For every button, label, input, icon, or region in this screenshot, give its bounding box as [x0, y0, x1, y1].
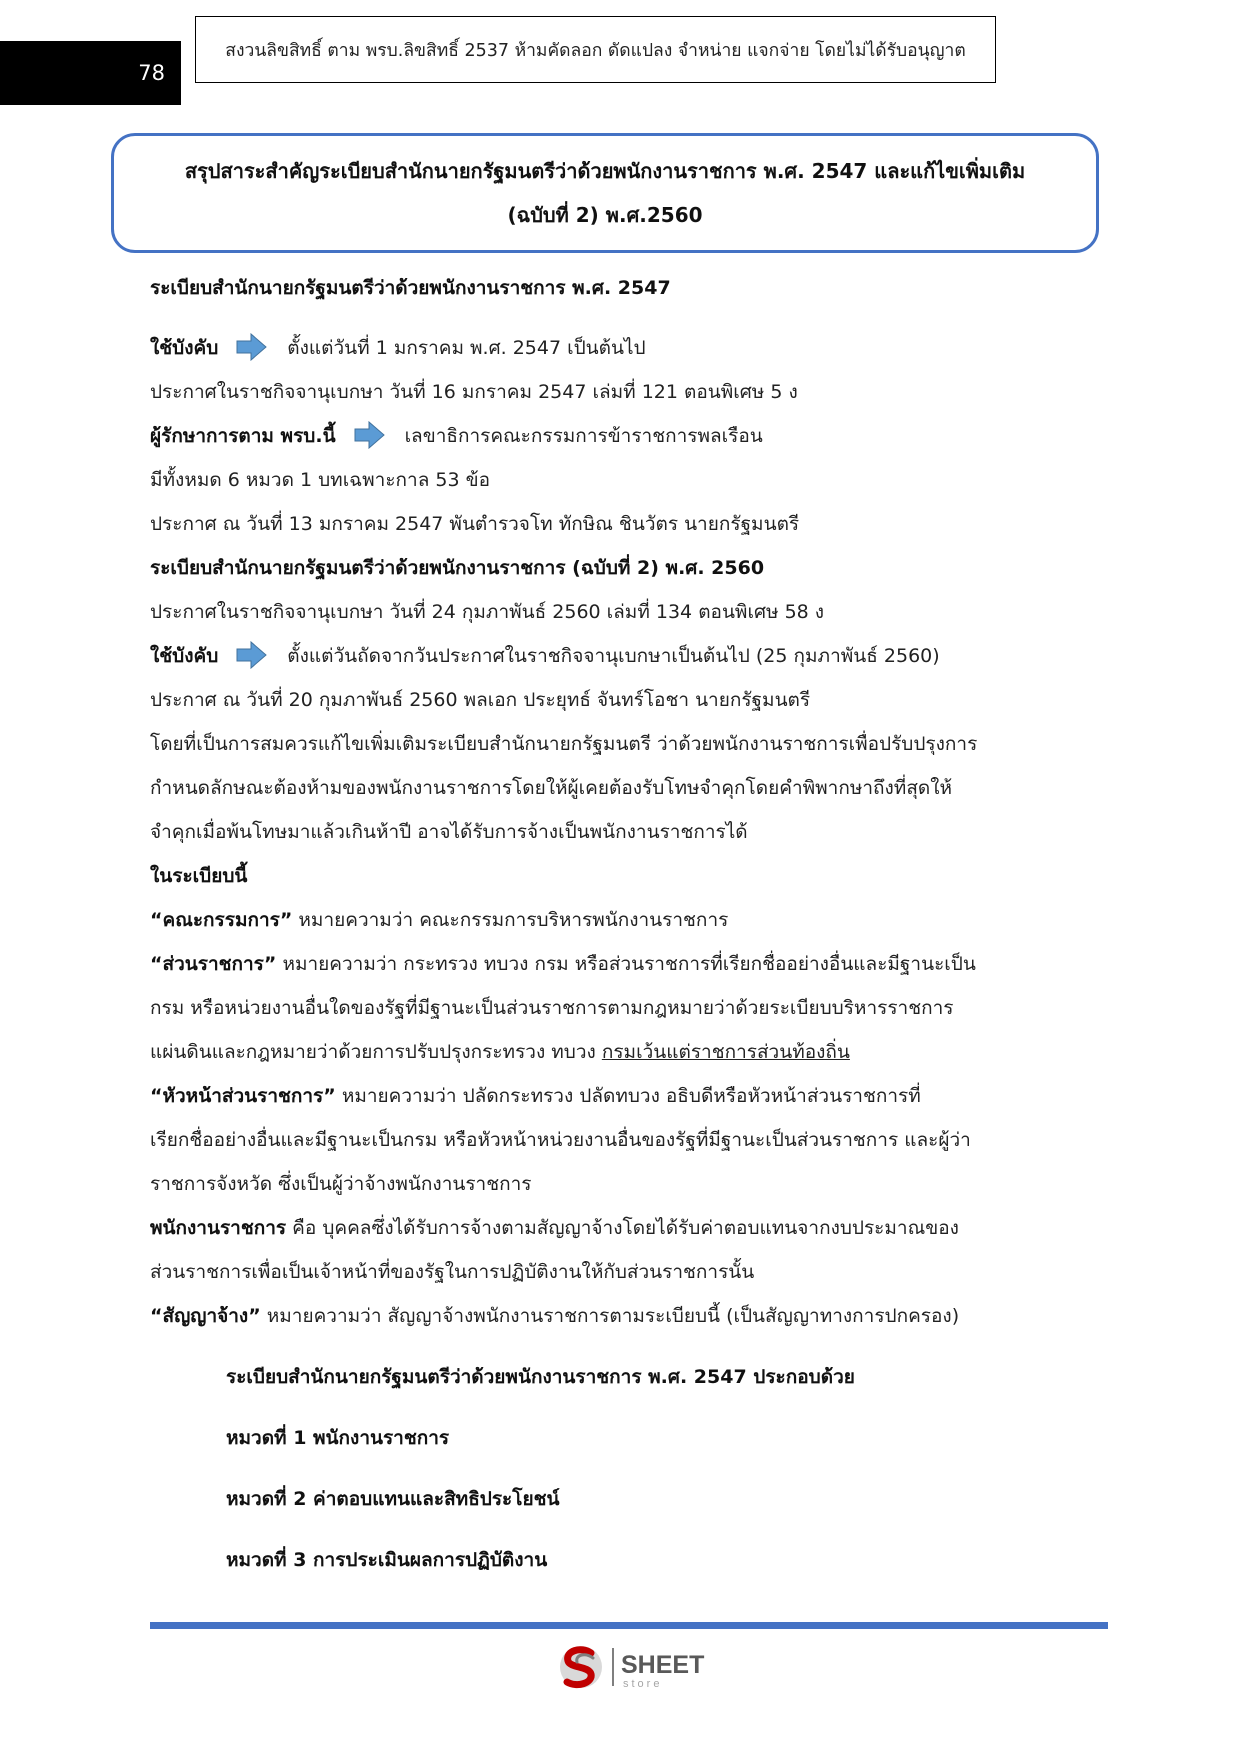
def-head-line-3: ราชการจังหวัด ซึ่งเป็นผู้ว่าจ้างพนักงานราชการ [150, 1173, 532, 1195]
title-line-2: (ฉบับที่ 2) พ.ศ.2560 [507, 203, 703, 227]
page-number-box [0, 41, 181, 105]
chapter-3: หมวดที่ 3 การประเมินผลการปฏิบัติงาน [226, 1549, 548, 1571]
def-agency-line-1 [150, 942, 1070, 986]
effective-label: ใช้บังคับ [150, 645, 219, 667]
title-line-1: สรุปสาระสำคัญระเบียบสำนักนายกรัฐมนตรีว่าด้วยพนักงานราชการ พ.ศ. 2547 และแก้ไขเพิ่มเติม [184, 159, 1026, 183]
rationale-line-2: กำหนดลักษณะต้องห้ามของพนักงานราชการโดยให้ผู้เคยต้องรับโทษจำคุกโดยคำพิพากษาถึงที่สุดให้ [150, 777, 953, 799]
in-regulation-heading: ในระเบียบนี้ [150, 865, 248, 887]
def-agency-line-3 [150, 1030, 1070, 1074]
def-agency-underlined: กรมเว้นแต่ราชการส่วนท้องถิ่น [601, 1041, 850, 1063]
reg2560-heading: ระเบียบสำนักนายกรัฐมนตรีว่าด้วยพนักงานราชการ (ฉบับที่ 2) พ.ศ. 2560 [150, 557, 765, 579]
enforcer-line [150, 414, 1070, 458]
def-employee-text-1: คือ บุคคลซึ่งได้รับการจ้างตามสัญญาจ้างโดยได้รับค่าตอบแทนจากงบประมาณของ [292, 1217, 959, 1239]
def-contract-text: หมายความว่า สัญญาจ้างพนักงานราชการตามระเบียบนี้ (เป็นสัญญาทางการปกครอง) [266, 1305, 960, 1327]
effective-2560-line [150, 634, 1070, 678]
composition-heading: ระเบียบสำนักนายกรัฐมนตรีว่าด้วยพนักงานราชการ พ.ศ. 2547 ประกอบด้วย [226, 1366, 855, 1388]
effective-2547-line [150, 326, 1070, 370]
def-committee-term: “คณะกรรมการ” [150, 909, 293, 931]
logo-subtext: store [623, 1678, 663, 1690]
def-agency-text-1: หมายความว่า กระทรวง ทบวง กรม หรือส่วนราชการที่เรียกชื่ออย่างอื่นและมีฐานะเป็น [282, 953, 976, 975]
sheet-store-logo [555, 1640, 725, 1694]
structure-line: มีทั้งหมด 6 หมวด 1 บทเฉพาะกาล 53 ข้อ [150, 469, 490, 491]
rationale-line-1: โดยที่เป็นการสมควรแก้ไขเพิ่มเติมระเบียบสำนักนายกรัฐมนตรี ว่าด้วยพนักงานราชการเพื่อปรับปรุงการ [150, 733, 978, 755]
def-committee [150, 898, 1070, 942]
def-contract [150, 1294, 1070, 1338]
gazette-2547: ประกาศในราชกิจจานุเบกษา วันที่ 16 มกราคม 2547 เล่มที่ 121 ตอนพิเศษ 5 ง [150, 381, 798, 403]
def-committee-text: หมายความว่า คณะกรรมการบริหารพนักงานราชการ [298, 909, 729, 931]
document-body [150, 266, 1070, 1582]
def-agency-text-3: แผ่นดินและกฎหมายว่าด้วยการปรับปรุงกระทรวง ทบวง [150, 1041, 596, 1063]
enforcer-value: เลขาธิการคณะกรรมการข้าราชการพลเรือน [404, 425, 763, 447]
def-head-term: “หัวหน้าส่วนราชการ” [150, 1085, 336, 1107]
def-contract-term: “สัญญาจ้าง” [150, 1305, 261, 1327]
def-employee-line-1 [150, 1206, 1070, 1250]
enforcer-label: ผู้รักษาการตาม พรบ.นี้ [150, 425, 336, 447]
arrow-right-icon [354, 421, 385, 449]
def-agency-line-2: กรม หรือหน่วยงานอื่นใดของรัฐที่มีฐานะเป็นส่วนราชการตามกฎหมายว่าด้วยระเบียบบริหารราชการ [150, 997, 954, 1019]
chapter-2: หมวดที่ 2 ค่าตอบแทนและสิทธิประโยชน์ [226, 1488, 560, 1510]
announced-2560: ประกาศ ณ วันที่ 20 กุมภาพันธ์ 2560 พลเอก ประยุทธ์ จันทร์โอชา นายกรัฐมนตรี [150, 689, 811, 711]
reg2547-heading: ระเบียบสำนักนายกรัฐมนตรีว่าด้วยพนักงานราชการ พ.ศ. 2547 [150, 277, 671, 299]
def-head-line-1 [150, 1074, 1070, 1118]
copyright-notice-box [195, 16, 996, 83]
logo-text: SHEET [621, 1651, 705, 1679]
def-employee-line-2: ส่วนราชการเพื่อเป็นเจ้าหน้าที่ของรัฐในการปฏิบัติงานให้กับส่วนราชการนั้น [150, 1261, 755, 1283]
def-agency-term: “ส่วนราชการ” [150, 953, 277, 975]
copyright-notice: สงวนลิขสิทธิ์ ตาม พรบ.ลิขสิทธิ์ 2537 ห้ามคัดลอก ดัดแปลง จำหน่าย แจกจ่าย โดยไม่ได้รับอนุญาต [225, 40, 966, 61]
footer-rule [150, 1622, 1108, 1629]
def-head-line-2: เรียกชื่ออย่างอื่นและมีฐานะเป็นกรม หรือหัวหน้าหน่วยงานอื่นของรัฐที่มีฐานะเป็นส่วนราชการ และผู้ว่า [150, 1129, 971, 1151]
title-box [111, 133, 1099, 253]
effective-2547-text: ตั้งแต่วันที่ 1 มกราคม พ.ศ. 2547 เป็นต้นไป [287, 337, 646, 359]
arrow-right-icon [236, 333, 267, 361]
arrow-right-icon [236, 641, 267, 669]
def-employee-term: พนักงานราชการ [150, 1217, 287, 1239]
effective-label: ใช้บังคับ [150, 337, 219, 359]
rationale-line-3: จำคุกเมื่อพ้นโทษมาแล้วเกินห้าปี อาจได้รับการจ้างเป็นพนักงานราชการได้ [150, 821, 748, 843]
page-number: 78 [138, 61, 165, 85]
gazette-2560: ประกาศในราชกิจจานุเบกษา วันที่ 24 กุมภาพันธ์ 2560 เล่มที่ 134 ตอนพิเศษ 58 ง [150, 601, 825, 623]
announced-2547: ประกาศ ณ วันที่ 13 มกราคม 2547 พันตำรวจโท ทักษิณ ชินวัตร นายกรัฐมนตรี [150, 513, 800, 535]
def-head-text-1: หมายความว่า ปลัดกระทรวง ปลัดทบวง อธิบดีหรือหัวหน้าส่วนราชการที่ [341, 1085, 921, 1107]
chapter-1: หมวดที่ 1 พนักงานราชการ [226, 1427, 450, 1449]
effective-2560-text: ตั้งแต่วันถัดจากวันประกาศในราชกิจจานุเบกษาเป็นต้นไป (25 กุมภาพันธ์ 2560) [287, 645, 940, 667]
